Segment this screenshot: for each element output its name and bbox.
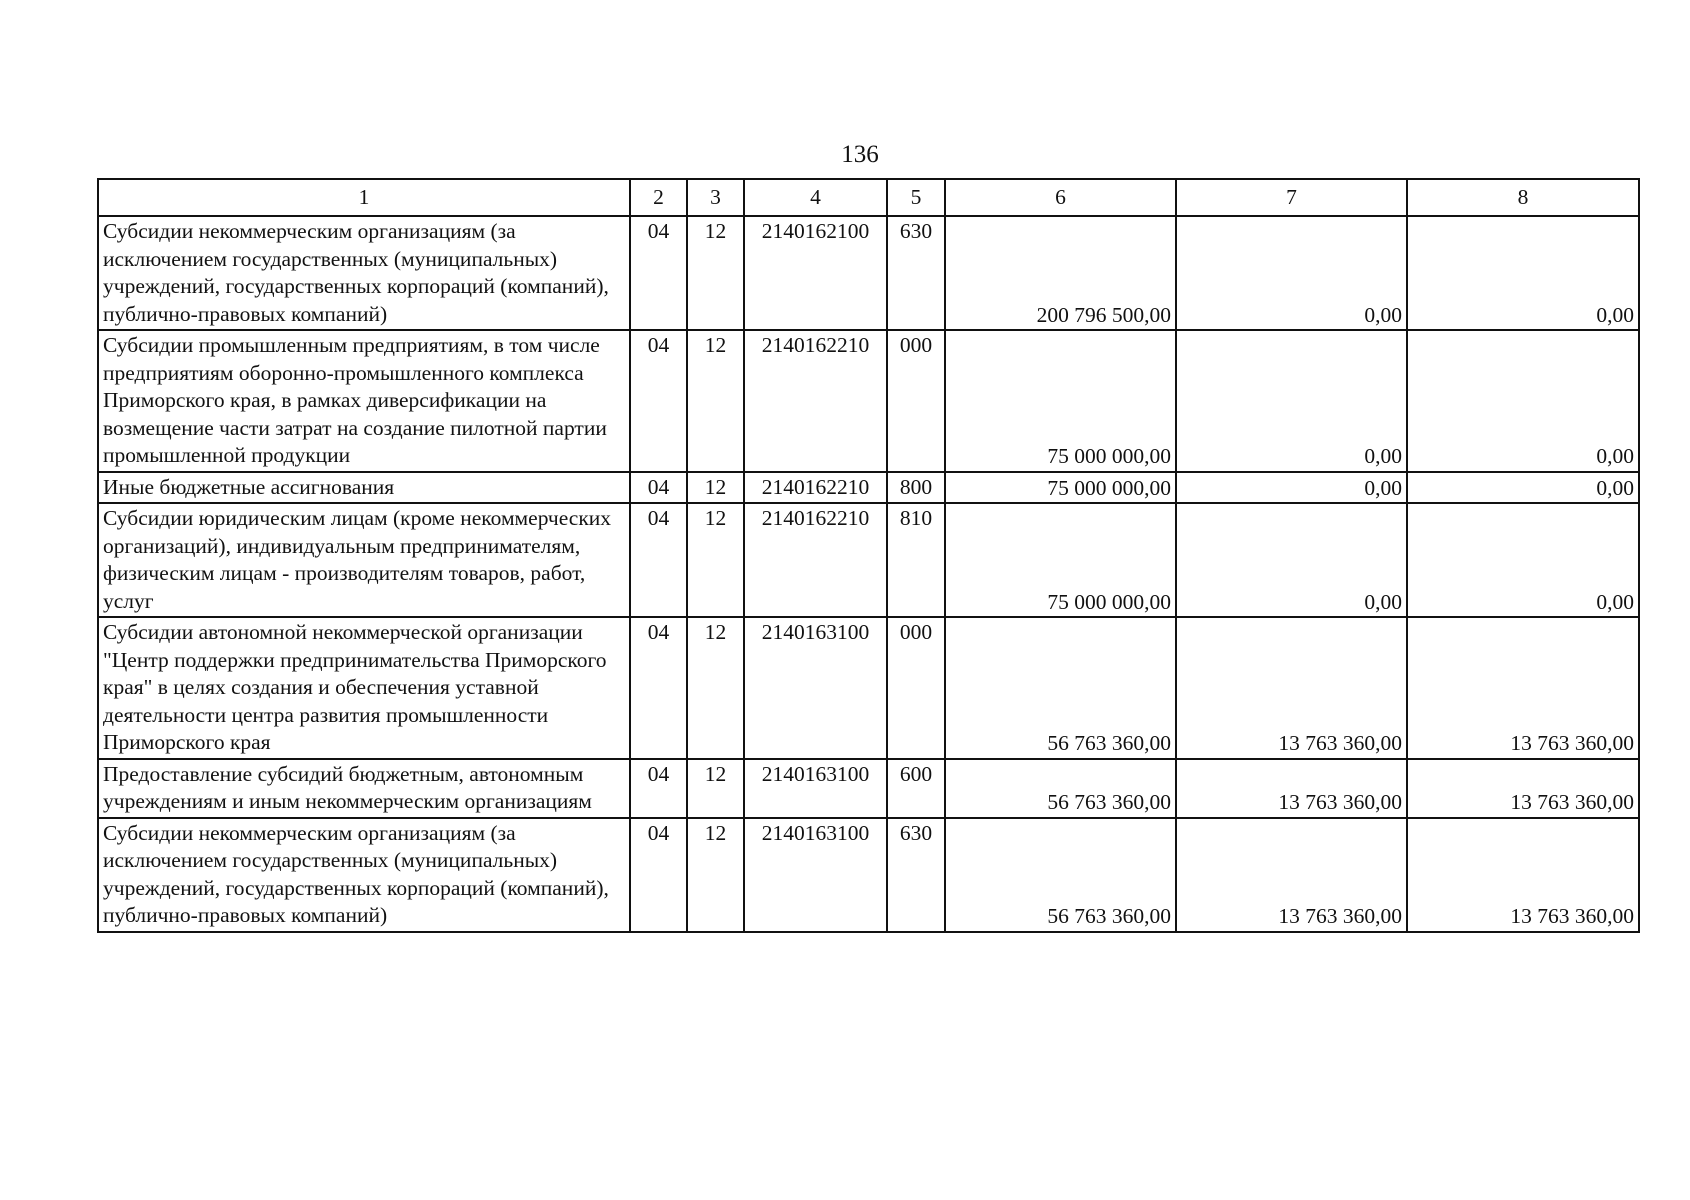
code-col2: 04 bbox=[630, 503, 687, 617]
code-col2: 04 bbox=[630, 216, 687, 330]
row-name: Субсидии юридическим лицам (кроме некоммерческих организаций), индивидуальным предпринимателям, физическим лицам - производителям товаров, работ, услуг bbox=[98, 503, 630, 617]
code-col4: 2140163100 bbox=[744, 617, 887, 759]
column-header: 7 bbox=[1176, 179, 1407, 216]
column-header: 4 bbox=[744, 179, 887, 216]
amount-col6: 56 763 360,00 bbox=[945, 759, 1176, 818]
amount-col7: 0,00 bbox=[1176, 472, 1407, 504]
code-col3: 12 bbox=[687, 216, 744, 330]
amount-col6: 75 000 000,00 bbox=[945, 330, 1176, 472]
code-col5: 630 bbox=[887, 216, 945, 330]
code-col2: 04 bbox=[630, 617, 687, 759]
amount-col7: 13 763 360,00 bbox=[1176, 818, 1407, 932]
budget-table bbox=[97, 178, 1640, 933]
amount-col7: 13 763 360,00 bbox=[1176, 617, 1407, 759]
code-col4: 2140162210 bbox=[744, 472, 887, 504]
page-number: 136 bbox=[841, 141, 879, 168]
code-col4: 2140162210 bbox=[744, 330, 887, 472]
amount-col6: 56 763 360,00 bbox=[945, 617, 1176, 759]
row-name: Субсидии некоммерческим организациям (за исключением государственных (муниципальных) учреждений, государственных корпораций (компаний), публично-правовых компаний) bbox=[98, 216, 630, 330]
amount-col8: 0,00 bbox=[1407, 503, 1639, 617]
amount-col6: 75 000 000,00 bbox=[945, 472, 1176, 504]
column-header: 2 bbox=[630, 179, 687, 216]
table-row bbox=[98, 617, 1639, 759]
amount-col8: 13 763 360,00 bbox=[1407, 617, 1639, 759]
row-name: Субсидии автономной некоммерческой организации "Центр поддержки предпринимательства Приморского края" в целях создания и обеспечения уставной деятельности центра развития промышленности Приморского края bbox=[98, 617, 630, 759]
code-col5: 810 bbox=[887, 503, 945, 617]
table-row bbox=[98, 503, 1639, 617]
code-col3: 12 bbox=[687, 759, 744, 818]
amount-col6: 56 763 360,00 bbox=[945, 818, 1176, 932]
amount-col7: 0,00 bbox=[1176, 503, 1407, 617]
amount-col6: 200 796 500,00 bbox=[945, 216, 1176, 330]
column-header: 8 bbox=[1407, 179, 1639, 216]
amount-col8: 0,00 bbox=[1407, 216, 1639, 330]
code-col4: 2140163100 bbox=[744, 818, 887, 932]
header-row bbox=[98, 179, 1639, 216]
table-row bbox=[98, 216, 1639, 330]
row-name: Иные бюджетные ассигнования bbox=[98, 472, 630, 504]
amount-col7: 13 763 360,00 bbox=[1176, 759, 1407, 818]
code-col5: 000 bbox=[887, 330, 945, 472]
code-col3: 12 bbox=[687, 330, 744, 472]
table-row bbox=[98, 818, 1639, 932]
code-col4: 2140162100 bbox=[744, 216, 887, 330]
amount-col8: 13 763 360,00 bbox=[1407, 759, 1639, 818]
row-name: Предоставление субсидий бюджетным, автономным учреждениям и иным некоммерческим организациям bbox=[98, 759, 630, 818]
column-header: 5 bbox=[887, 179, 945, 216]
table-row bbox=[98, 472, 1639, 504]
amount-col8: 13 763 360,00 bbox=[1407, 818, 1639, 932]
amount-col7: 0,00 bbox=[1176, 216, 1407, 330]
code-col2: 04 bbox=[630, 818, 687, 932]
code-col4: 2140162210 bbox=[744, 503, 887, 617]
table-row bbox=[98, 330, 1639, 472]
code-col2: 04 bbox=[630, 472, 687, 504]
row-name: Субсидии промышленным предприятиям, в том числе предприятиям оборонно-промышленного комплекса Приморского края, в рамках диверсификации на возмещение части затрат на создание пилотной партии промышленной продукции bbox=[98, 330, 630, 472]
code-col3: 12 bbox=[687, 503, 744, 617]
code-col5: 000 bbox=[887, 617, 945, 759]
code-col3: 12 bbox=[687, 818, 744, 932]
code-col3: 12 bbox=[687, 472, 744, 504]
code-col5: 630 bbox=[887, 818, 945, 932]
code-col2: 04 bbox=[630, 330, 687, 472]
code-col2: 04 bbox=[630, 759, 687, 818]
amount-col6: 75 000 000,00 bbox=[945, 503, 1176, 617]
amount-col8: 0,00 bbox=[1407, 472, 1639, 504]
column-header: 3 bbox=[687, 179, 744, 216]
amount-col7: 0,00 bbox=[1176, 330, 1407, 472]
code-col5: 600 bbox=[887, 759, 945, 818]
column-header: 1 bbox=[98, 179, 630, 216]
column-header: 6 bbox=[945, 179, 1176, 216]
table-row bbox=[98, 759, 1639, 818]
row-name: Субсидии некоммерческим организациям (за исключением государственных (муниципальных) учреждений, государственных корпораций (компаний), публично-правовых компаний) bbox=[98, 818, 630, 932]
code-col4: 2140163100 bbox=[744, 759, 887, 818]
code-col3: 12 bbox=[687, 617, 744, 759]
code-col5: 800 bbox=[887, 472, 945, 504]
amount-col8: 0,00 bbox=[1407, 330, 1639, 472]
